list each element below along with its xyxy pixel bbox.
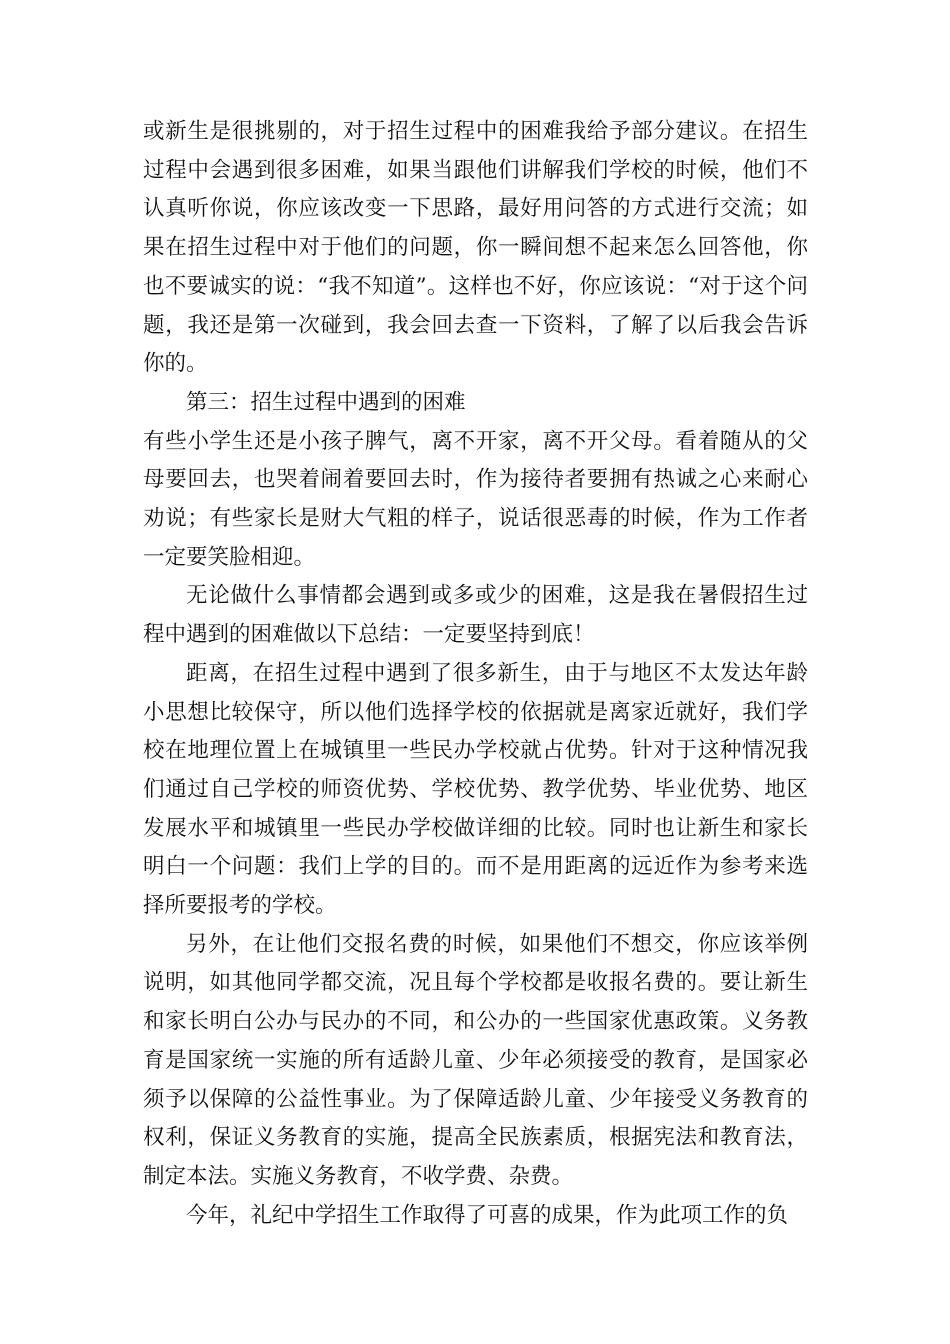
section-heading-third: 第三：招生过程中遇到的困难 xyxy=(186,389,466,415)
paragraph-continuation: 或新生是很挑剔的，对于招生过程中的困难我给予部分建议。在招生过程中会遇到很多困难，如果当跟他们讲解我们学校的时候，他们不认真听你说，你应该改变一下思路，最好用问答的方式进行交流；如果在招生过程中对于他们的问题，你一瞬间想不起来怎么回答他，你也不要诚实的说：“我不知道”。这样也不好，你应该说：“对于这个问题，我还是第一次碰到，我会回去查一下资料，了解了以后我会告诉你的。 xyxy=(143,119,808,377)
paragraph-children-temper: 有些小学生还是小孩子脾气，离不开家，离不开父母。看着随从的父母要回去，也哭着闹着要回去时，作为接待者要拥有热诚之心来耐心劝说；有些家长是财大气粗的样子，说话很恶毒的时候，作为工作者一定要笑脸相迎。 xyxy=(143,428,808,570)
paragraph-distance: 距离，在招生过程中遇到了很多新生，由于与地区不太发达年龄小思想比较保守，所以他们选择学校的依据就是离家近就好，我们学校在地理位置上在城镇里一些民办学校就占优势。针对于这种情况我们通过自己学校的师资优势、学校优势、教学优势、毕业优势、地区发展水平和城镇里一些民办学校做详细的比较。同时也让新生和家长明白一个问题：我们上学的目的。而不是用距离的远近作为参考来选择所要报考的学校。 xyxy=(143,660,808,919)
document-page xyxy=(143,113,808,1235)
paragraph-registration-fee: 另外，在让他们交报名费的时候，如果他们不想交，你应该举例说明，如其他同学都交流，况且每个学校都是收报名费的。要让新生和家长明白公办与民办的不同，和公办的一些国家优惠政策。义务教育是国家统一实施的所有适龄儿童、少年必须接受的教育，是国家必须予以保障的公益性事业。为了保障适龄儿童、少年接受义务教育的权利，保证义务教育的实施，提高全民族素质，根据宪法和教育法，制定本法。实施义务教育，不收学费、杂费。 xyxy=(143,931,808,1189)
paragraph-summary: 无论做什么事情都会遇到或多或少的困难，这是我在暑假招生过程中遇到的困难做以下总结：一定要坚持到底！ xyxy=(143,583,808,648)
paragraph-this-year: 今年，礼纪中学招生工作取得了可喜的成果，作为此项工作的负 xyxy=(186,1202,789,1228)
